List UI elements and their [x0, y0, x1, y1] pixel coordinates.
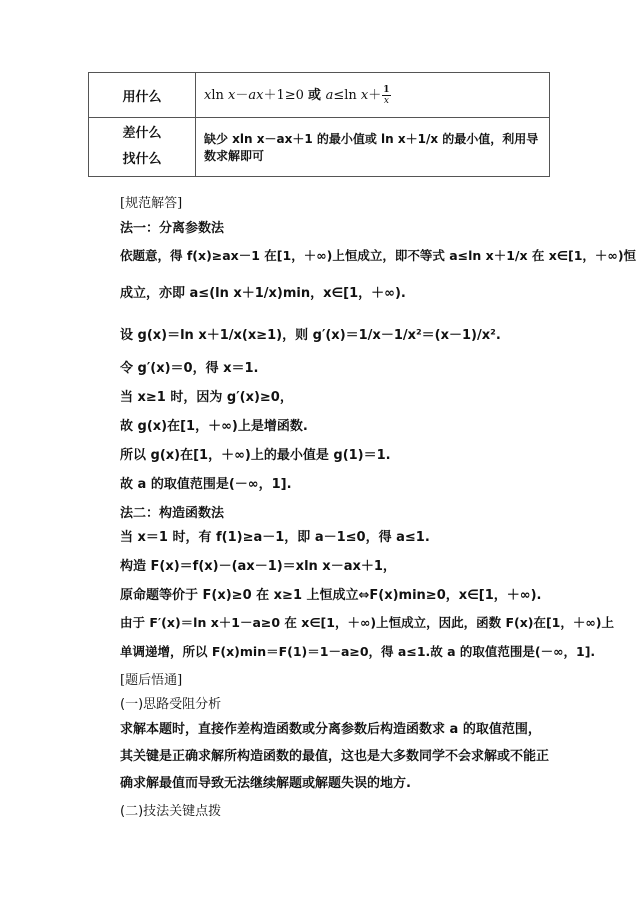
- method2-title: 法二：构造函数法: [120, 506, 225, 521]
- reflection-heading: [题后悟通]: [120, 673, 183, 688]
- table-label-lacking: [89, 118, 196, 177]
- method2-line: 原命题等价于 F(x)≥0 在 x≥1 上恒成立⇔F(x)min≥0，x∈[1，＋∞).: [120, 588, 542, 603]
- standard-answer-heading: [规范解答]: [120, 196, 183, 211]
- method1-line: 故 a 的取值范围是(－∞，1].: [120, 477, 292, 492]
- subsection-title: (一)思路受阻分析: [120, 697, 222, 712]
- table-row: [89, 118, 550, 177]
- method1-line: 故 g(x)在[1，＋∞)上是增函数.: [120, 419, 308, 434]
- method1-line: 所以 g(x)在[1，＋∞)上的最小值是 g(1)＝1.: [120, 448, 391, 463]
- label-line-lacking: 差什么: [122, 126, 162, 141]
- subsection-title: (二)技法关键点拨: [120, 804, 222, 819]
- table-content-what-to-use: xln x－ax＋1≥0 或 a≤ln x＋ $\frac{1}{x}$: [196, 73, 550, 118]
- method2-line: 单调递增，所以 F(x)min＝F(1)＝1－a≥0，得 a≤1.故 a 的取值范围是(－∞，1].: [120, 644, 596, 659]
- label-line-seek: 找什么: [122, 152, 162, 167]
- analysis-paragraph: 求解本题时，直接作差构造函数或分离参数后构造函数求 a 的取值范围，其关键是正确求解所构造函数的最值，这也是大多数同学不会求解或不能正确求解最值而导致无法继续解题或解题失误的地方.: [120, 722, 550, 791]
- method2-line: 由于 F′(x)＝ln x＋1－a≥0 在 x∈[1，＋∞)上恒成立，因此，函数 F(x)在[1，＋∞)上: [120, 615, 615, 630]
- method2-line: 构造 F(x)＝f(x)－(ax－1)＝xln x－ax＋1，: [120, 559, 396, 574]
- method1-line: 依题意，得 f(x)≥ax－1 在[1，＋∞)上恒成立，即不等式 a≤ln x＋1/x 在 x∈[1，＋∞)恒: [120, 248, 637, 263]
- table-label-what-to-use: 用什么: [89, 73, 196, 118]
- method1-line: 当 x≥1 时，因为 g′(x)≥0，: [120, 390, 293, 405]
- method1-line: 成立，亦即 a≤(ln x＋1/x)min，x∈[1，＋∞).: [120, 286, 406, 301]
- table-content-lacking: 缺少 xln x－ax＋1 的最小值或 ln x＋1/x 的最小值，利用导数求解即可: [196, 118, 550, 177]
- method2-line: 当 x＝1 时，有 f(1)≥a－1，即 a－1≤0，得 a≤1.: [120, 530, 430, 545]
- analysis-table: [88, 72, 550, 177]
- method1-title: 法一：分离参数法: [120, 221, 225, 236]
- method1-line: 设 g(x)＝ln x＋1/x(x≥1)，则 g′(x)＝1/x－1/x²＝(x－1)/x².: [120, 328, 501, 343]
- table-row: [89, 73, 550, 118]
- method1-line: 令 g′(x)＝0，得 x＝1.: [120, 361, 259, 376]
